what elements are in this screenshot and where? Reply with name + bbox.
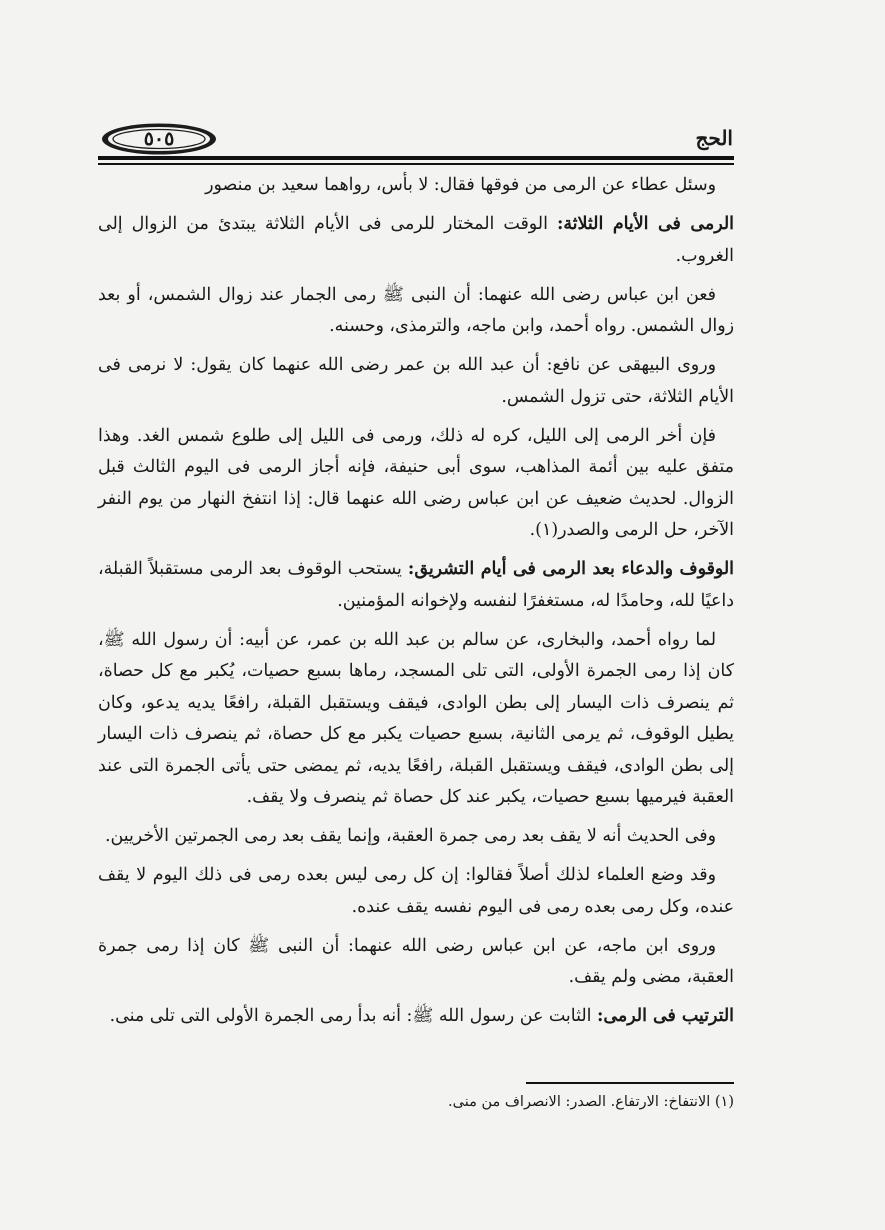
paragraph-4	[98, 350, 734, 413]
paragraph-5	[98, 421, 734, 547]
section-heading: الوقوف والدعاء بعد الرمى فى أيام التشريق:	[407, 559, 734, 579]
paragraph-3	[98, 280, 734, 343]
footnote: (١) الانتفاخ: الارتفاع. الصدر: الانصراف من منى.	[448, 1094, 734, 1110]
paragraph-text: وقد وضع العلماء لذلك أصلاً فقالوا: إن كل رمى ليس بعده رمى فى ذلك اليوم لا يقف عنده، وكل رمى بعده رمى فى اليوم نفسه يقف عنده.	[98, 865, 734, 917]
paragraph-text: الثابت عن رسول الله ﷺ: أنه بدأ رمى الجمرة الأولى التى تلى منى.	[109, 1006, 597, 1026]
section-heading: الترتيب فى الرمى:	[596, 1006, 734, 1026]
section-heading: الرمى فى الأيام الثلاثة:	[556, 214, 734, 234]
paragraph-text: لما رواه أحمد، والبخارى، عن سالم بن عبد الله بن عمر، عن أبيه: أن رسول الله ﷺ، كان إذا رمى الجمرة الأولى، التى تلى المسجد، رماها بسبع حصيات، يُكبر مع كل حصاة، ثم ينصرف ذات اليسار إلى بطن الوادى، فيقف ويستقبل القبلة، رافعًا يديه يدعو، وكان يطيل الوقوف، ثم يرمى الثانية، بسبع حصيات يكبر مع كل حصاة، ثم ينصرف ذات اليسار إلى بطن الوادى، فيقف ويستقبل القبلة، رافعًا يديه، ثم يمضى حتى يأتى الجمرة التى عند العقبة فيرميها بسبع حصيات، يكبر عند كل حصاة ثم ينصرف ولا يقف.	[98, 629, 734, 807]
paragraph-11	[98, 1001, 734, 1033]
paragraph-7	[98, 625, 734, 814]
paragraph-text: فإن أخر الرمى إلى الليل، كره له ذلك، ورمى فى الليل إلى طلوع شمس الغد. وهذا متفق عليه بين أئمة المذاهب، سوى أبى حنيفة، فإنه أجاز الرمى فى اليوم الثالث قبل الزوال. لحديث ضعيف عن ابن عباس رضى الله عنهما قال: إذا انتفخ النهار من يوم النفر الآخر، حل الرمى والصدر(١).	[98, 425, 734, 540]
page-body	[98, 170, 734, 1040]
paragraph-6	[98, 554, 734, 617]
paragraph-text: وسئل عطاء عن الرمى من فوقها فقال: لا بأس، رواهما سعيد بن منصور	[205, 175, 716, 195]
paragraph-text: الوقت المختار للرمى فى الأيام الثلاثة يبتدئ من الزوال إلى الغروب.	[98, 214, 734, 266]
page-number: ٥٠٥	[143, 128, 175, 150]
page-header	[98, 120, 733, 168]
header-rule-thin	[98, 163, 734, 165]
paragraph-2	[98, 209, 734, 272]
paragraph-1	[98, 170, 734, 202]
paragraph-9	[98, 860, 734, 923]
header-rule-thick	[98, 156, 734, 160]
paragraph-text: يستحب الوقوف بعد الرمى مستقبلاً القبلة، داعيًا لله، وحامدًا له، مستغفرًا لنفسه ولإخوانه المؤمنين.	[98, 559, 734, 611]
footnote-rule	[526, 1082, 734, 1084]
paragraph-10	[98, 931, 734, 994]
page-number-badge	[100, 122, 218, 156]
paragraph-text: وفى الحديث أنه لا يقف بعد رمى جمرة العقبة، وإنما يقف بعد رمى الجمرتين الأخريين.	[104, 826, 716, 846]
paragraph-text: وروى ابن ماجه، عن ابن عباس رضى الله عنهما: أن النبى ﷺ كان إذا رمى جمرة العقبة، مضى ولم يقف.	[98, 935, 734, 987]
chapter-title: الحج	[695, 126, 733, 150]
paragraph-text: فعن ابن عباس رضى الله عنهما: أن النبى ﷺ رمى الجمار عند زوال الشمس، أو بعد زوال الشمس. رواه أحمد، وابن ماجه، والترمذى، وحسنه.	[98, 284, 734, 336]
paragraph-text: وروى البيهقى عن نافع: أن عبد الله بن عمر رضى الله عنهما كان يقول: لا نرمى فى الأيام الثلاثة، حتى تزول الشمس.	[98, 355, 734, 407]
paragraph-8	[98, 821, 734, 853]
